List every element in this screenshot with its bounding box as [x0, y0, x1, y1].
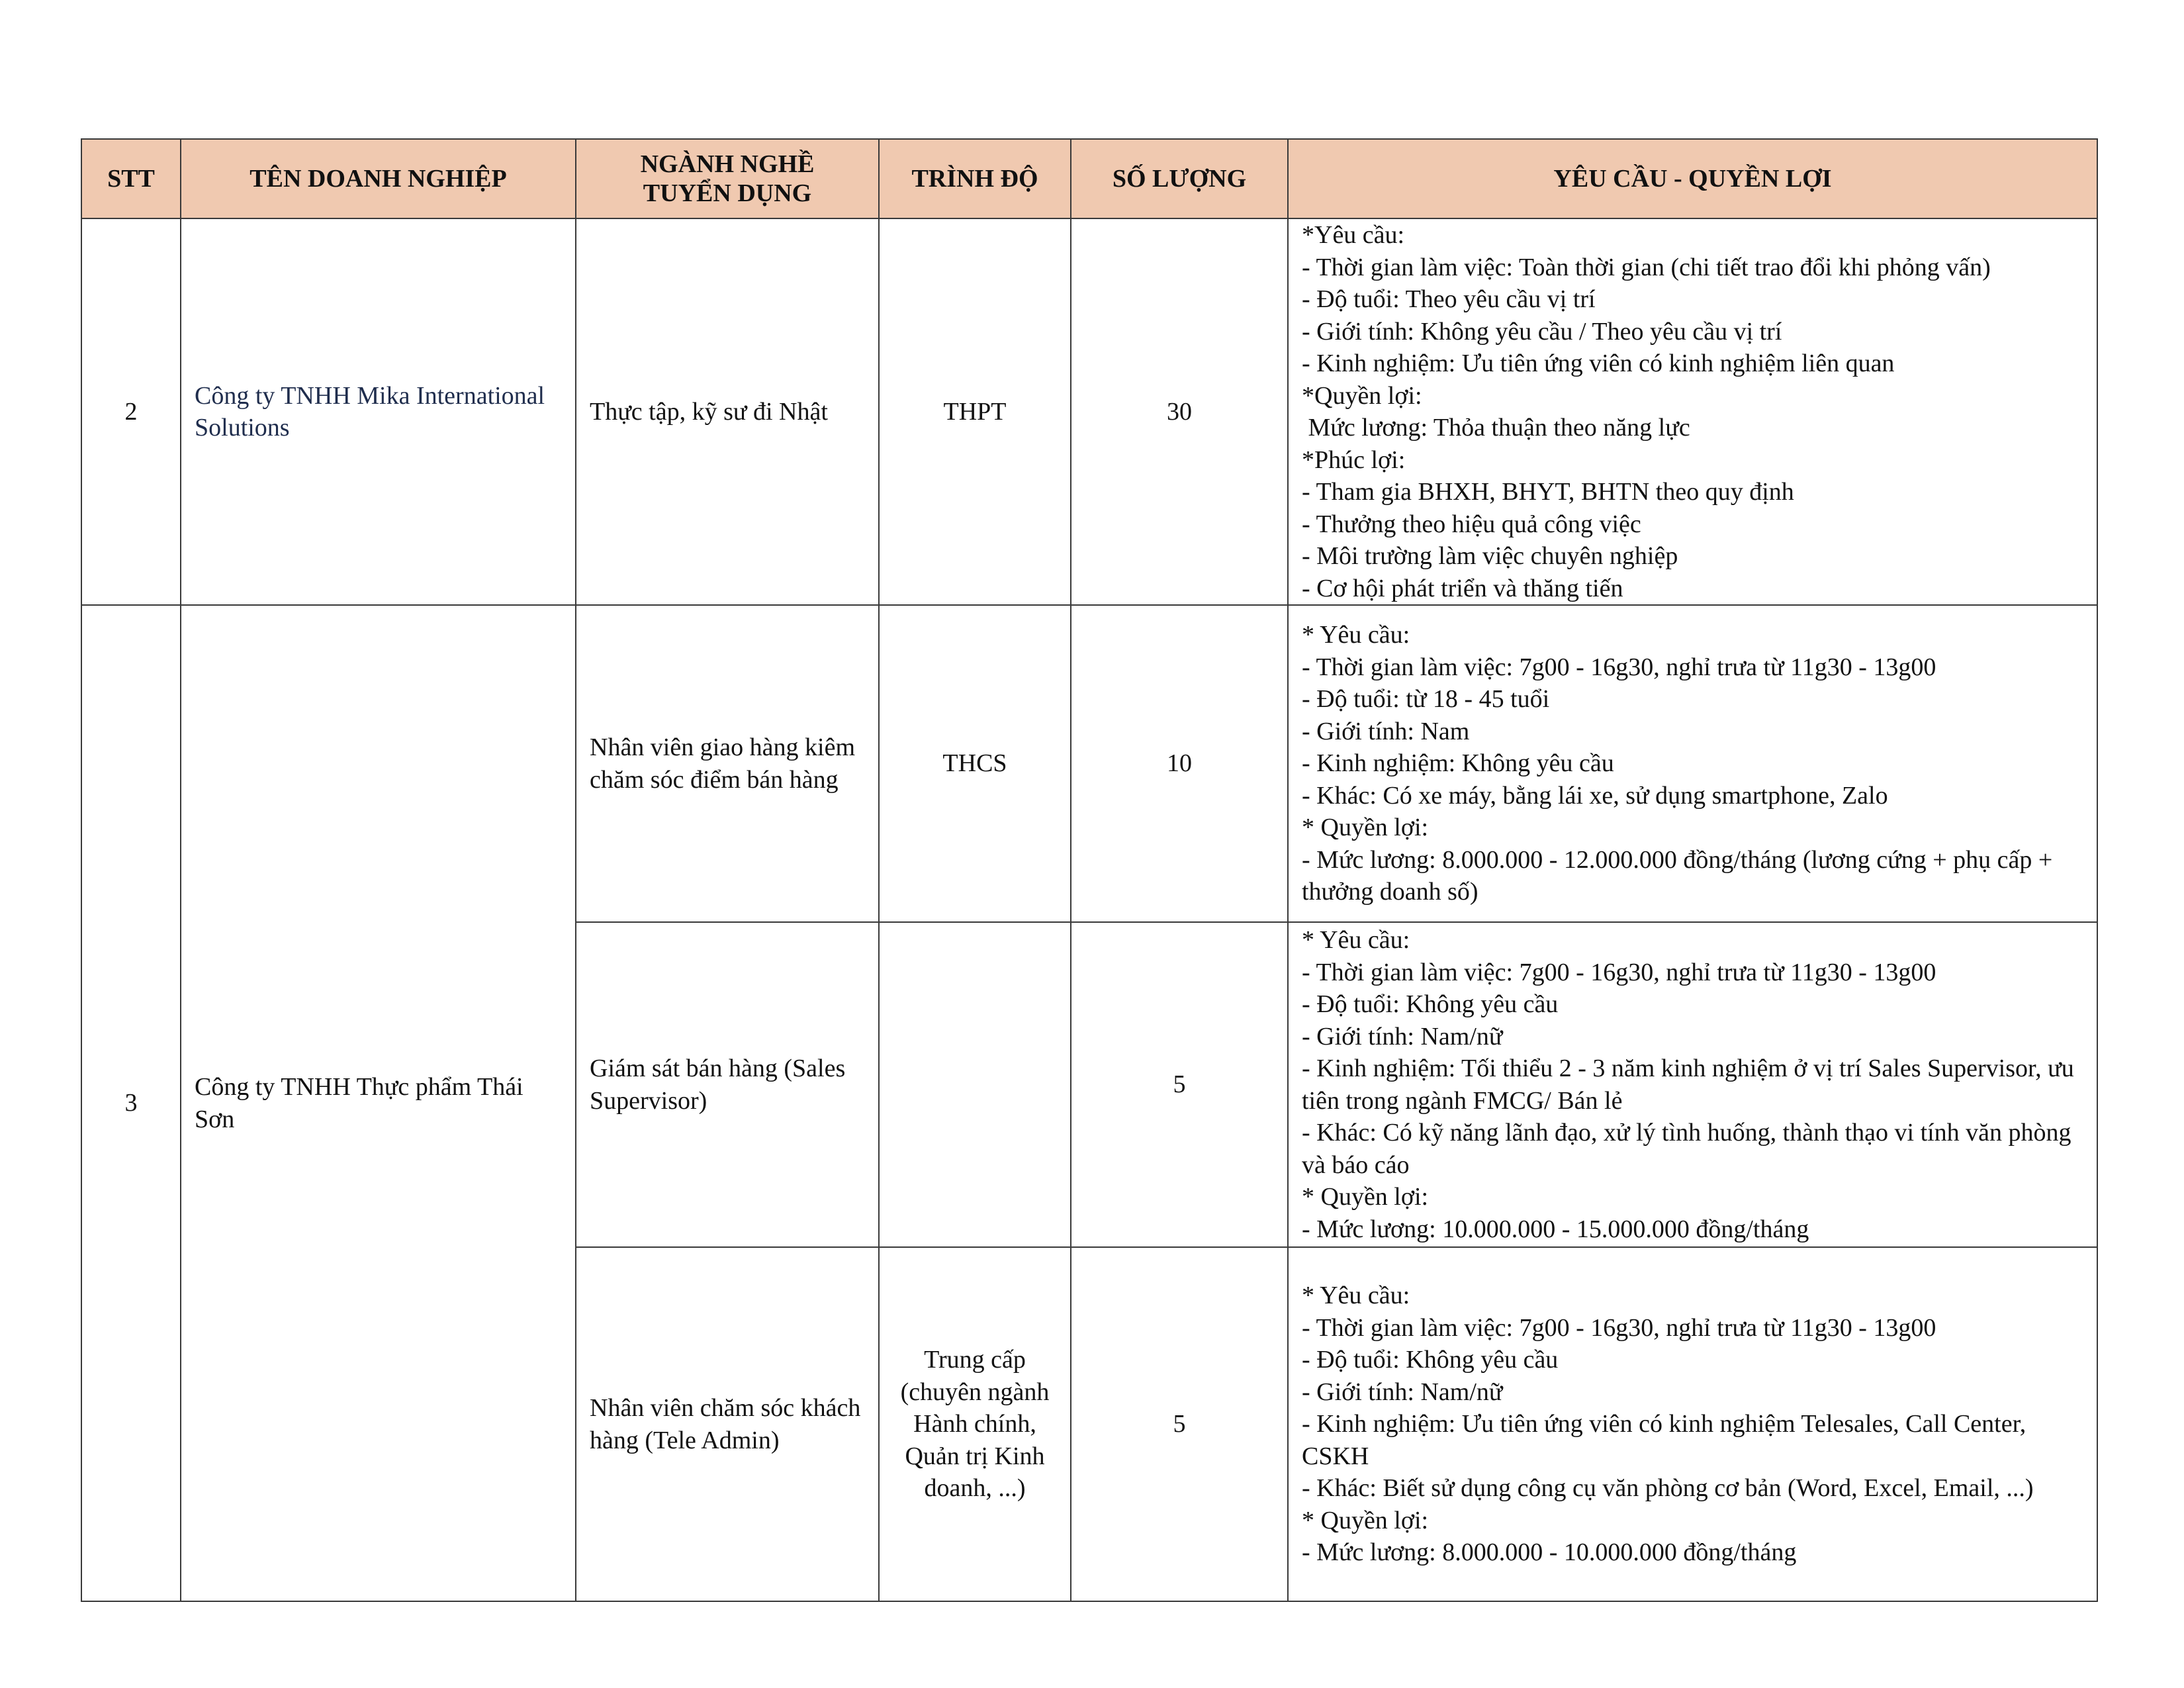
- header-quantity: SỐ LƯỢNG: [1071, 139, 1288, 218]
- requirement-line: - Tham gia BHXH, BHYT, BHTN theo quy định: [1302, 478, 1794, 506]
- company-name-cell: Công ty TNHH Mika International Solutions: [181, 218, 576, 605]
- requirement-line: - Thời gian làm việc: 7g00 - 16g30, nghỉ trưa từ 11g30 - 13g00: [1302, 1313, 1936, 1342]
- requirement-line: - Mức lương: 10.000.000 - 15.000.000 đồng/tháng: [1302, 1215, 1809, 1243]
- quantity-cell: 5: [1071, 922, 1288, 1247]
- requirement-line: - Mức lương: 8.000.000 - 12.000.000 đồng/tháng (lương cứng + phụ cấp + thưởng doanh số): [1302, 845, 2059, 906]
- major-cell: Nhân viên giao hàng kiêm chăm sóc điểm bán hàng: [576, 605, 879, 922]
- quantity-cell: 30: [1071, 218, 1288, 605]
- requirement-line: - Độ tuổi: Theo yêu cầu vị trí: [1302, 285, 1596, 313]
- requirements-cell: [1288, 922, 2097, 1247]
- requirement-line: - Mức lương: 8.000.000 - 10.000.000 đồng/tháng: [1302, 1538, 1797, 1567]
- major-cell: Nhân viên chăm sóc khách hàng (Tele Admin): [576, 1247, 879, 1601]
- requirement-line: - Độ tuổi: Không yêu cầu: [1302, 990, 1559, 1018]
- header-requirements: YÊU CẦU - QUYỀN LỢI: [1288, 139, 2097, 218]
- requirement-line: - Thời gian làm việc: 7g00 - 16g30, nghỉ trưa từ 11g30 - 13g00: [1302, 653, 1936, 681]
- requirement-line: * Quyền lợi:: [1302, 1183, 1429, 1211]
- quantity-cell: 5: [1071, 1247, 1288, 1601]
- header-major-text: NGÀNH NGHỀ TUYỂN DỤNG: [640, 150, 815, 207]
- requirement-line: - Độ tuổi: từ 18 - 45 tuổi: [1302, 685, 1550, 714]
- level-cell: THPT: [879, 218, 1071, 605]
- header-major: [576, 139, 879, 218]
- stt-cell: 2: [81, 218, 181, 605]
- company-name-cell: Công ty TNHH Thực phẩm Thái Sơn: [181, 605, 576, 1601]
- header-level: TRÌNH ĐỘ: [879, 139, 1071, 218]
- requirement-line: Mức lương: Thỏa thuận theo năng lực: [1302, 414, 1690, 442]
- requirement-line: - Kinh nghiệm: Ưu tiên ứng viên có kinh nghiệm liên quan: [1302, 350, 1895, 377]
- requirement-line: - Giới tính: Không yêu cầu / Theo yêu cầu vị trí: [1302, 317, 1782, 346]
- requirement-line: - Thưởng theo hiệu quả công việc: [1302, 510, 1641, 538]
- requirement-line: - Giới tính: Nam/nữ: [1302, 1378, 1503, 1406]
- requirement-line: - Môi trường làm việc chuyên nghiệp: [1302, 542, 1678, 570]
- requirement-line: *Quyền lợi:: [1302, 381, 1422, 410]
- header-row: [81, 139, 2097, 218]
- table-row: [81, 605, 2097, 922]
- requirements-cell: [1288, 1247, 2097, 1601]
- recruitment-table: [81, 138, 2098, 1602]
- level-cell: THCS: [879, 605, 1071, 922]
- requirement-line: - Giới tính: Nam/nữ: [1302, 1022, 1503, 1051]
- requirements-cell: [1288, 605, 2097, 922]
- requirement-line: - Khác: Có kỹ năng lãnh đạo, xử lý tình huống, thành thạo vi tính văn phòng và báo cáo: [1302, 1119, 2078, 1179]
- requirement-line: * Yêu cầu:: [1302, 621, 1410, 649]
- requirement-line: *Phúc lợi:: [1302, 445, 1406, 474]
- requirement-line: - Kinh nghiệm: Không yêu cầu: [1302, 749, 1614, 778]
- requirement-line: * Yêu cầu:: [1302, 1282, 1410, 1310]
- header-stt: STT: [81, 139, 181, 218]
- requirement-line: - Kinh nghiệm: Ưu tiên ứng viên có kinh nghiệm Telesales, Call Center, CSKH: [1302, 1410, 2032, 1470]
- level-cell: Trung cấp (chuyên ngành Hành chính, Quản trị Kinh doanh, ...): [879, 1247, 1071, 1601]
- requirement-line: * Quyền lợi:: [1302, 1506, 1429, 1534]
- requirement-line: - Kinh nghiệm: Tối thiểu 2 - 3 năm kinh nghiệm ở vị trí Sales Supervisor, ưu tiên trong ngành FMCG/ Bán lẻ: [1302, 1055, 2081, 1115]
- level-cell: [879, 922, 1071, 1247]
- requirement-line: * Yêu cầu:: [1302, 926, 1410, 954]
- requirements-cell: [1288, 218, 2097, 605]
- requirement-line: - Thời gian làm việc: 7g00 - 16g30, nghỉ trưa từ 11g30 - 13g00: [1302, 958, 1936, 986]
- requirement-line: - Khác: Có xe máy, bằng lái xe, sử dụng smartphone, Zalo: [1302, 781, 1888, 810]
- requirement-line: - Giới tính: Nam: [1302, 717, 1470, 745]
- requirement-line: - Độ tuổi: Không yêu cầu: [1302, 1346, 1559, 1374]
- major-cell: Giám sát bán hàng (Sales Supervisor): [576, 922, 879, 1247]
- header-company: TÊN DOANH NGHIỆP: [181, 139, 576, 218]
- requirement-line: - Thời gian làm việc: Toàn thời gian (chi tiết trao đổi khi phỏng vấn): [1302, 253, 1991, 281]
- requirement-line: *Yêu cầu:: [1302, 221, 1405, 249]
- table-row: [81, 218, 2097, 605]
- quantity-cell: 10: [1071, 605, 1288, 922]
- requirement-line: - Cơ hội phát triển và thăng tiến: [1302, 574, 1623, 602]
- requirement-line: - Khác: Biết sử dụng công cụ văn phòng cơ bản (Word, Excel, Email, ...): [1302, 1474, 2034, 1503]
- requirement-line: * Quyền lợi:: [1302, 814, 1429, 842]
- major-cell: Thực tập, kỹ sư đi Nhật: [576, 218, 879, 605]
- stt-cell: 3: [81, 605, 181, 1601]
